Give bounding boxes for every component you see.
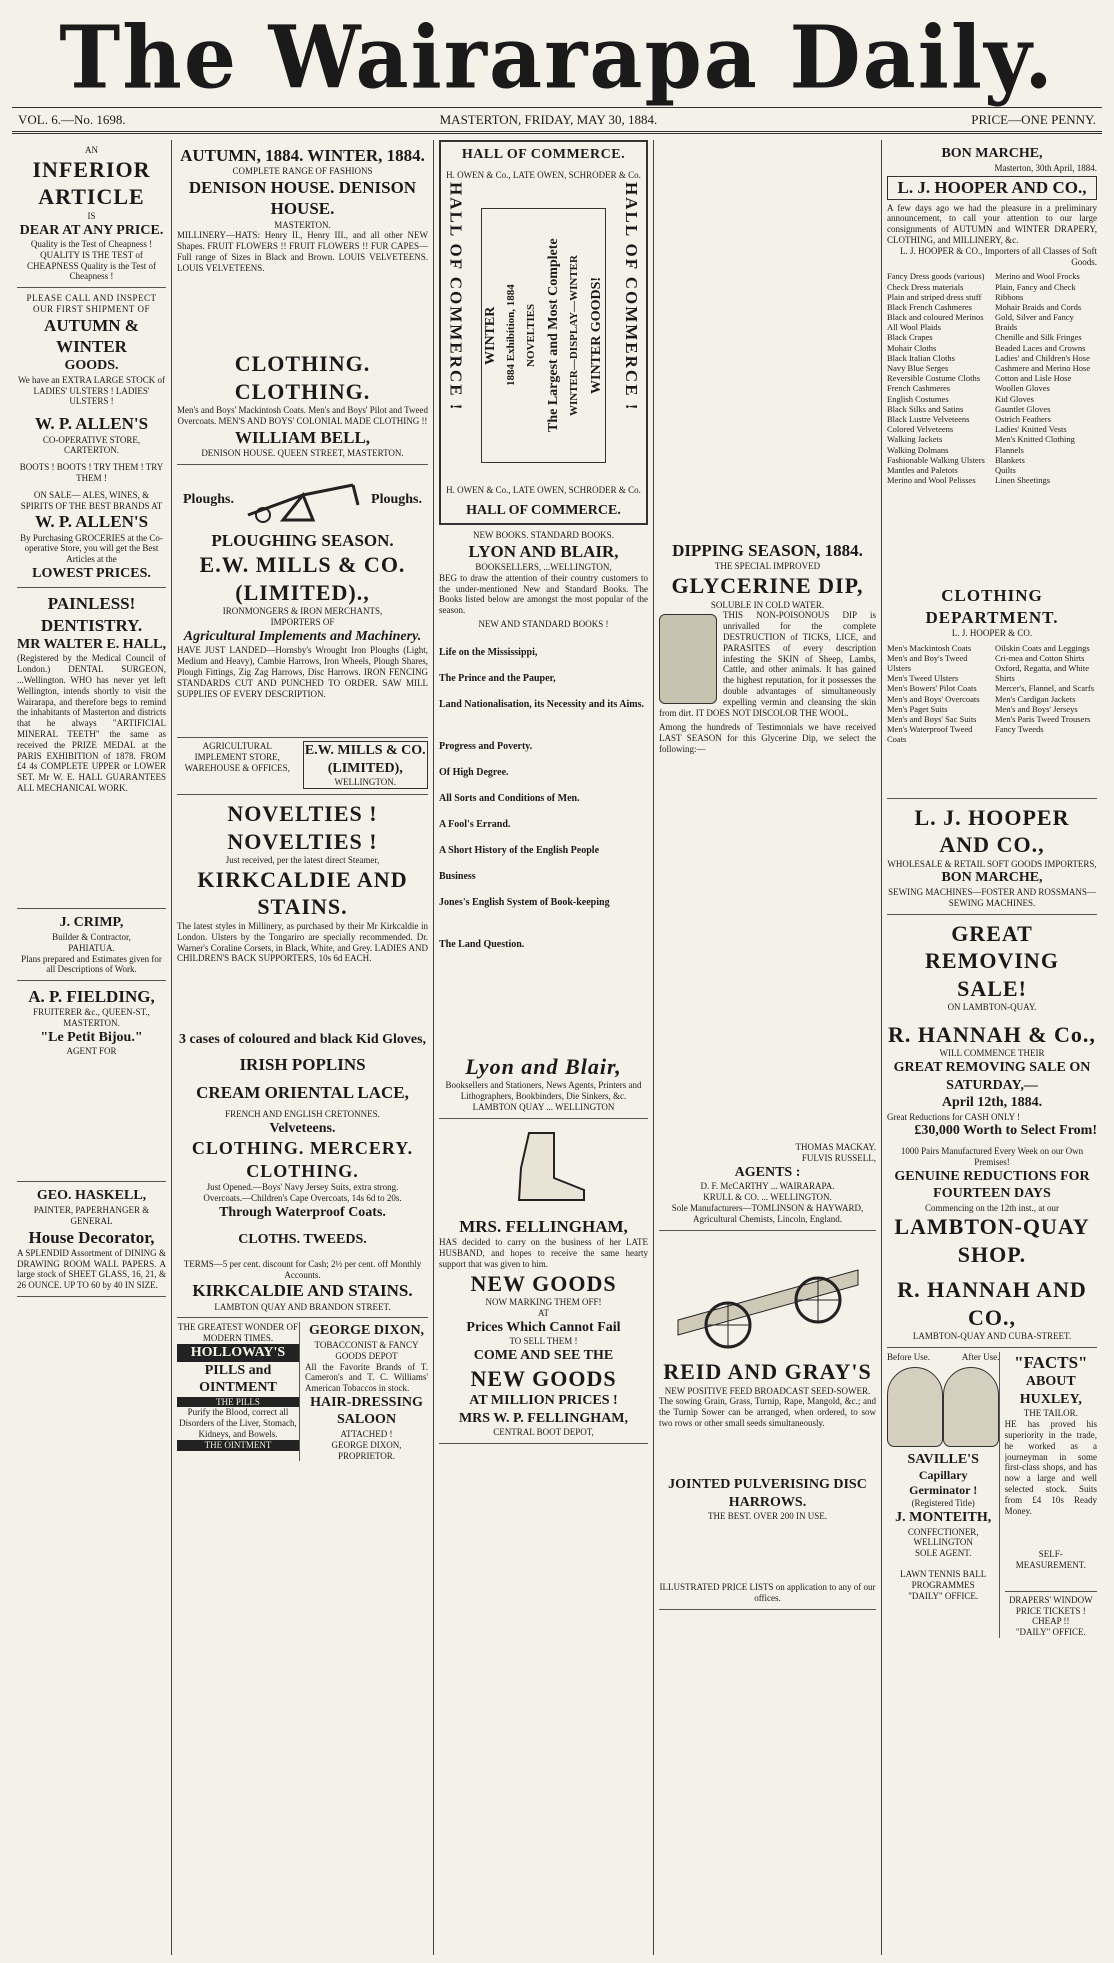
list-item: Black Crapes [887, 332, 933, 343]
list-item: Men's Waterproof Tweed Coats [887, 724, 973, 745]
ad-text: THE TAILOR. [1023, 1408, 1078, 1419]
list-item: Men's and Boys' Overcoats [887, 693, 980, 704]
ad-text: COMPLETE RANGE OF FASHIONS [232, 166, 373, 177]
ad-fielding [17, 981, 166, 1182]
ad-headline: "Le Petit Bijou." [40, 1029, 143, 1045]
list-item: Mohair Cloths [887, 342, 937, 353]
ad-text: TO SELL THEM ! [509, 1336, 578, 1347]
ad-text: TERMS—5 per cent. discount for Cash; 2½ per cent. off Monthly Accounts. [183, 1258, 422, 1280]
ad-text: "DAILY" OFFICE. [908, 1590, 979, 1601]
list-item: Black Lustre Velveteens [887, 413, 970, 424]
ad-text: Masterton, 30th April, 1884. [994, 162, 1097, 173]
ad-mills-ploughs [177, 465, 428, 795]
ad-huxley-tailor [1005, 1352, 1097, 1638]
ad-body: Purify the Blood, correct all Disorders of the Liver, Stomach, Kidneys, and Bowels. [179, 1407, 297, 1439]
ad-text: LAMBTON QUAY ... WELLINGTON [472, 1101, 615, 1112]
list-item: Black and coloured Merinos [887, 312, 984, 323]
ad-headline: PILLS and OINTMENT [199, 1362, 277, 1396]
ad-headline: HAIR-DRESSING SALOON [310, 1394, 423, 1428]
ad-text: Great Reductions for CASH ONLY ! [887, 1111, 1020, 1122]
book-title: All Sorts and Conditions of Men. [439, 792, 580, 804]
book-title: Jones's English System of Book-keeping [439, 896, 610, 908]
column-2 [172, 140, 434, 1955]
list-item: Men's and Boys' Sac Suits [887, 713, 977, 724]
ad-dentist [17, 588, 166, 909]
ad-text: H. OWEN & Co., LATE OWEN, SCHRODER & Co. [446, 169, 641, 180]
ad-text: GOODS. [64, 358, 119, 374]
boot-icon [499, 1128, 589, 1208]
ad-headline: REID AND GRAY'S [663, 1359, 872, 1385]
hall-footer [441, 485, 646, 519]
ad-headline: AUTUMN, 1884. WINTER, 1884. [180, 146, 425, 165]
list-item: Gauntlet Gloves [995, 403, 1051, 414]
ad-headline: HOLLOWAY'S [177, 1344, 299, 1362]
ad-body: Among the hundreds of Testimonials we have received LAST SEASON for this Glycerine Dip, we select the following:— [659, 722, 876, 754]
list-item: Cotton and Lisle Hose [995, 373, 1072, 384]
ad-headline: Lyon and Blair, [465, 1053, 622, 1079]
ad-headline: "FACTS" [1014, 1353, 1088, 1373]
ad-headline: J. MONTEITH, [895, 1510, 992, 1526]
list-item: Men's and Boy's Tweed Ulsters [887, 652, 968, 673]
ad-text: WILL COMMENCE THEIR [939, 1048, 1045, 1059]
ad-text: Before Use. [887, 1352, 930, 1363]
ad-text: THE GREATEST WONDER OF MODERN TIMES. [178, 1322, 298, 1344]
list-item: Kid Gloves [995, 393, 1034, 404]
ad-headline: WILLIAM BELL, [234, 427, 371, 447]
ad-text: AT [538, 1308, 549, 1319]
list-item: Merino and Wool Pelisses [887, 475, 976, 486]
ad-text: MASTERTON. [274, 219, 331, 230]
ad-text: After Use. [961, 1352, 1000, 1363]
ad-headline: E.W. MILLS & CO. (LIMITED), [304, 743, 426, 776]
book-title: Of High Degree. [439, 766, 509, 778]
ad-text: PAHIATUA. [68, 942, 115, 953]
ad-headline: NEW GOODS [470, 1270, 617, 1296]
ad-text: NEW BOOKS. STANDARD BOOKS. [473, 530, 614, 540]
ad-text: KRULL & CO. ... WELLINGTON. [703, 1192, 832, 1203]
list-item: Men's Paget Suits [887, 703, 948, 714]
ad-text: D. F. McCARTHY ... WAIRARAPA. [700, 1181, 835, 1192]
book-title: The Prince and the Pauper, [439, 672, 556, 684]
ad-headline: NEW GOODS [470, 1365, 617, 1391]
ad-inferior-article [17, 140, 166, 288]
list-item: Men's Paris Tweed Trousers [995, 713, 1091, 724]
ad-headline: £30,000 Worth to Select From! [914, 1123, 1097, 1139]
ad-body: Plans prepared and Estimates given for all Descriptions of Work. [21, 953, 162, 975]
ad-headline: Capillary Germinator ! [909, 1468, 978, 1498]
ad-text: LAWN TENNIS BALL PROGRAMMES [900, 1569, 987, 1590]
list-item: Men's Cardigan Jackets [995, 693, 1076, 704]
ad-headline: BON MARCHE, [941, 146, 1043, 161]
ad-headline: CLOTHS. TWEEDS. [238, 1232, 367, 1248]
ad-crimp [17, 909, 166, 981]
ad-headline: GLYCERINE DIP, [671, 573, 864, 599]
ad-headline: MR WALTER E. HALL, [17, 636, 166, 652]
ad-headline: DENISON HOUSE. DENISON HOUSE. [188, 178, 417, 219]
ad-headline: CLOTHING. CLOTHING. [234, 351, 371, 404]
ad-headline: GEORGE DIXON, [308, 1323, 425, 1339]
ad-headline: AT MILLION PRICES ! [469, 1393, 618, 1409]
list-item: Woollen Gloves [995, 383, 1050, 394]
ad-text: SELF-MEASUREMENT. [1015, 1549, 1086, 1570]
ad-text: L. J. HOOPER & CO., Importers of all Classes of Soft Goods. [900, 245, 1097, 267]
ad-headline: E.W. MILLS & CO. (LIMITED)., [199, 552, 406, 605]
ad-text: FRENCH AND ENGLISH CRETONNES. [225, 1108, 380, 1119]
ad-headline: INFERIOR [32, 156, 151, 182]
dateline-bar [12, 108, 1102, 134]
list-item: Oilskin Coats and Leggings [995, 642, 1090, 653]
ad-text: TOBACCONIST & FANCY GOODS DEPOT [314, 1339, 419, 1361]
ad-text: Just received, per the latest direct Steamer, [225, 855, 380, 866]
ad-body: The latest styles in Millinery, as purchased by their Mr Kirkcaldie in London. Ulsters by the Tongariro are specially recommended. Dr. Warner's Coraline Corsets, in Black, White, and Grey. LADIES AND CHILDREN'S BACK SUPPORTERS, 10s 6d EACH. [177, 920, 428, 964]
ad-headline: AUTUMN & WINTER [44, 315, 139, 357]
ad-body: A few days ago we had the pleasure in a preliminary announcement, to call your attention to our large consignments of AUTUMN and WINTER DRAPERY, CLOTHING, and MILLINERY, &c. [887, 202, 1097, 245]
ad-text: Builder & Contractor, [52, 931, 131, 942]
ad-text: NOW MARKING THEM OFF! [485, 1297, 602, 1308]
volume-number: VOL. 6.—No. 1698. [18, 111, 126, 127]
ad-text: NEW POSITIVE FEED BROADCAST SEED-SOWER. [664, 1385, 871, 1396]
ad-text: H. OWEN & Co., LATE OWEN, SCHRODER & Co. [446, 484, 641, 495]
ad-headline: GENUINE REDUCTIONS FOR FOURTEEN DAYS [894, 1168, 1090, 1201]
ad-text: Ploughs. [183, 492, 234, 508]
ad-text: IMPORTERS OF [270, 617, 335, 628]
ad-headline: IRISH POPLINS [239, 1055, 366, 1075]
masthead [12, 8, 1102, 108]
ad-headline: W. P. ALLEN'S [34, 414, 149, 434]
ad-vertical-text: 1884 Exhibition, 1884 [505, 284, 518, 387]
ad-headline: PAINLESS! DENTISTRY. [40, 594, 143, 635]
ad-text: THOMAS MACKAY. [795, 1142, 876, 1153]
ad-body: Men's and Boys' Mackintosh Coats. Men's and Boys' Pilot and Tweed Overcoats. MEN'S AND BOYS' COLONIAL MADE CLOTHING !! [177, 405, 428, 427]
ad-text: By Purchasing GROCERIES at the Co-operative Store, you will get the Best Articles at the [20, 532, 163, 565]
list-item: Ladies' Knitted Vests [995, 424, 1067, 435]
book-list [439, 633, 648, 1053]
list-item: Linen Sheetings [995, 475, 1051, 486]
ad-text: ATTACHED ! [340, 1428, 393, 1439]
ad-text: Commencing on the 12th inst., at our [925, 1202, 1059, 1213]
ad-text: THE SPECIAL IMPROVED [714, 561, 821, 572]
ad-text: GEORGE DIXON, PROPRIETOR. [331, 1439, 402, 1461]
ad-headline: 3 cases of coloured and black Kid Gloves, [178, 1031, 427, 1047]
ad-text: SEWING MACHINES—FOSTER AND ROSSMANS—SEWING MACHINES. [888, 886, 1096, 908]
column-3 [434, 140, 654, 1955]
ad-vertical-text: WINTER GOODS! [588, 276, 604, 395]
list-item: Men's Knitted Clothing [995, 434, 1075, 445]
ad-holloway [177, 1322, 300, 1461]
list-item: Navy Blue Serges [887, 363, 949, 374]
ad-body: All the Favorite Brands of T. Cameron's and T. C. Williams' American Tobaccos in stock. [305, 1361, 428, 1394]
ad-body: MILLINERY—HATS: Henry II., Henry III., and all other NEW Shapes. FRUIT FLOWERS !! FRUIT FLOWERS !! FUR CAPES—Full range of Sizes in Black and Brown. LOUIS VELVETEENS. LOUIS VELVETEENS. [177, 230, 428, 273]
ad-body: A SPLENDID Assortment of DINING & DRAWING ROOM WALL PAPERS. A large stock of SHEET GLASS, 16, 21, & 26 OUNCE. UP TO 60 by 40 IN SIZE. [17, 1247, 166, 1291]
ad-text: AN [85, 145, 98, 155]
ad-saville [887, 1352, 1000, 1638]
list-item: Reversible Costume Cloths [887, 373, 981, 384]
plough-illustration [177, 470, 428, 530]
columns [12, 140, 1102, 1955]
list-item: Walking Jackets [887, 434, 943, 445]
ad-text: DENISON HOUSE. QUEEN STREET, MASTERTON. [201, 448, 404, 459]
ad-text: Ploughs. [371, 492, 422, 508]
ad-body: HE has proved his superiority in the trade, he worked as a journeyman in some first-class shops, and has now a large and well selected stock. Suits from £4 10s Ready Money. [1004, 1419, 1097, 1516]
ad-text: FRUITERER &c., QUEEN-ST., MASTERTON. [33, 1007, 150, 1029]
list-item: Men's Mackintosh Coats [887, 642, 972, 653]
ad-text: ON SALE— ALES, WINES, & SPIRITS OF THE BEST BRANDS AT [20, 489, 163, 511]
ad-vertical-text: HALL OF COMMERCE ! [622, 182, 641, 412]
ad-headline: GREAT REMOVING SALE! [925, 920, 1059, 1001]
column-5 [882, 140, 1102, 1955]
column-4 [654, 140, 882, 1955]
ad-headline: Through Waterproof Coats. [219, 1204, 386, 1220]
list-item: Mantles and Paletots [887, 464, 958, 475]
ad-text: (Registered Title) [911, 1498, 975, 1509]
ad-text: THE BEST. OVER 200 IN USE. [707, 1511, 828, 1522]
ad-hall-of-commerce [439, 140, 648, 525]
list-item: French Cashmeres [887, 383, 951, 394]
column-1 [12, 140, 172, 1955]
ad-body: THIS NON-POISONOUS DIP is unrivalled for the complete DESTRUCTION of TICKS, LICE, and PARASITES of every description infesting the SKIN of Sheep, Lambs, Cattle, and other animals. It has gained the highest reputation, for it possesses the double advantages of simultaneously expelling vermin and cleansing the skin from dirt. IT DOES NOT DISCOLOR THE WOOL. [659, 610, 876, 718]
ad-text: ILLUSTRATED PRICE LISTS on application to any of our offices. [659, 1582, 876, 1603]
list-item: Merino and Wool Frocks [995, 271, 1080, 282]
ad-headline: R. HANNAH AND CO., [897, 1277, 1087, 1330]
ad-vertical-text: WINTER—DISPLAY—WINTER [568, 255, 581, 416]
list-item: Men's Tweed Ulsters [887, 673, 959, 684]
ad-text: WELLINGTON. [334, 777, 397, 788]
ad-headline: A. P. FIELDING, [28, 987, 155, 1007]
ad-headline: NOVELTIES ! NOVELTIES ! [227, 801, 378, 854]
book-title: Life on the Mississippi, [439, 646, 538, 658]
list-item: Beaded Laces and Crowns [995, 342, 1086, 353]
publication-date: MASTERTON, FRIDAY, MAY 30, 1884. [439, 111, 658, 127]
ad-headline: LAMBTON-QUAY SHOP. [894, 1214, 1090, 1267]
ad-headline: R. HANNAH & Co., [888, 1021, 1096, 1047]
list-item: Fashionable Walking Ulsters [887, 454, 985, 465]
ad-headline: House Decorator, [28, 1227, 155, 1247]
clothing-list [887, 643, 1097, 793]
list-item: Black Italian Cloths [887, 352, 955, 363]
ad-vertical-text: NOVELTIES [524, 303, 537, 368]
list-item: Black French Cashmeres [887, 301, 972, 312]
ad-text: SOLE AGENT. [915, 1548, 972, 1559]
ad-text: 1000 Pairs Manufactured Every Week on our Own Premises! [900, 1145, 1084, 1167]
ad-hannah-removing-sale [887, 915, 1097, 1349]
ad-body: HAVE JUST LANDED—Hornsby's Wrought Iron Ploughs (Light, Medium and Heavy), Cambie Harrows, Iron Wheels, Plough Shares, Plough Fittings, Zig Zag Harrows, Disc Harrows. IRON FENCING STANDARDS CUT AND PUNCHED TO ORDER. SAW MILL SUPPLIES OF EVERY DESCRIPTION. [177, 645, 428, 699]
list-item: Plain and striped dress stuff [887, 291, 982, 302]
ad-headline: COME AND SEE THE [473, 1348, 614, 1364]
ad-headline: J. CRIMP, [59, 915, 124, 931]
book-title: A Fool's Errand. [439, 818, 511, 830]
ad-text: NEW AND STANDARD BOOKS ! [478, 619, 609, 630]
list-item: Ostrich Feathers [995, 413, 1051, 424]
ad-headline: Velveteens. [269, 1120, 336, 1136]
ad-lyon-blair [439, 525, 648, 1119]
ad-text: Overcoats.—Children's Cape Overcoats, 14s 6d to 20s. [203, 1193, 402, 1204]
list-item: Oxford, Regatta, and White Shirts [995, 663, 1090, 684]
ad-haskell [17, 1182, 166, 1297]
ad-vertical-text: WINTER [482, 306, 498, 365]
book-title: A Short History of the English People [439, 844, 600, 856]
book-title: Land Nationalisation, its Necessity and its Aims. [439, 698, 645, 710]
ad-headline: April 12th, 1884. [941, 1095, 1043, 1111]
ad-headline: AGENTS : [734, 1164, 801, 1180]
ad-headline: MRS. FELLINGHAM, [459, 1217, 628, 1237]
ad-headline: LYON AND BLAIR, [468, 541, 619, 561]
list-item: Mercer's, Flannel, and Scarfs [995, 683, 1095, 694]
ad-headline: PLOUGHING SEASON. [211, 530, 394, 550]
list-item: Flannels [995, 444, 1024, 455]
ad-fellingham [439, 1119, 648, 1444]
ad-text: Just Opened.—Boys' Navy Jersey Suits, extra strong. [206, 1182, 399, 1193]
ad-headline: Prices Which Cannot Fail [466, 1319, 621, 1335]
ad-hooper-wholesale [887, 799, 1097, 915]
ad-headline: L. J. HOOPER AND CO., [887, 176, 1097, 199]
goods-list [887, 271, 1097, 581]
list-item: Plain, Fancy and Check Ribbons [995, 281, 1076, 302]
ad-text: WAREHOUSE & OFFICES, [184, 762, 290, 773]
portrait-after [943, 1367, 999, 1447]
ad-headline: LOWEST PRICES. [32, 565, 151, 581]
ad-text: IRONMONGERS & IRON MERCHANTS, [222, 606, 383, 617]
ad-text: SOLUBLE IN COLD WATER. [710, 599, 825, 610]
ad-headline: ABOUT HUXLEY, [1019, 1374, 1082, 1407]
ad-headline: Agricultural Implements and Machinery. [183, 628, 422, 644]
ad-text: Booksellers and Stationers, News Agents, Printers and Lithographers, Bookbinders, Die Sinkers, &c. [445, 1080, 642, 1102]
ad-headline: KIRKCALDIE AND STAINS. [192, 1281, 413, 1301]
ad-text: AGENT FOR [66, 1046, 117, 1057]
ad-reid-gray [659, 1231, 876, 1610]
list-item: Colored Velveteens [887, 424, 954, 435]
list-item: Chenille and Silk Fringes [995, 332, 1082, 343]
ad-allen-store [17, 288, 166, 588]
ad-headline: CREAM ORIENTAL LACE, [196, 1082, 409, 1102]
plough-icon [243, 475, 363, 525]
ad-headline: L. J. HOOPER AND CO., [914, 804, 1070, 858]
ad-headline: CLOTHING. MERCERY. CLOTHING. [191, 1138, 414, 1181]
ad-headline: HALL OF COMMERCE. [461, 147, 626, 162]
list-item: Cri-mea and Cotton Shirts [995, 652, 1085, 663]
list-item: Fancy Dress goods (various) [887, 271, 985, 282]
list-item: Black Silks and Satins [887, 403, 964, 414]
list-item: Quilts [995, 464, 1016, 475]
ad-text: BOOKSELLERS, ...WELLINGTON, [475, 562, 612, 573]
book-title: Business [439, 870, 476, 882]
ad-headline: GEO. HASKELL, [36, 1188, 147, 1204]
ad-text: DRAPERS' WINDOW PRICE TICKETS ! CHEAP !! [1005, 1591, 1097, 1627]
ad-text: CO-OPERATIVE STORE, CARTERTON. [42, 434, 141, 456]
price: PRICE—ONE PENNY. [971, 111, 1096, 127]
ad-body: Quality is the Test of Cheapness ! QUALITY IS THE TEST of CHEAPNESS Quality is the Test of Cheapness ! [27, 239, 156, 282]
masthead-title: The Wairarapa Daily. [59, 7, 1055, 109]
ad-vertical-text: The Largest and Most Complete [545, 238, 561, 433]
ad-headline: ARTICLE [38, 184, 145, 210]
list-item: Cashmere and Merino Hose [995, 363, 1091, 374]
ad-text: Sole Manufacturers—TOMLINSON & HAYWARD, Agricultural Chemists, Lincoln, England. [671, 1203, 864, 1224]
ad-body: (Registered by the Medical Council of London.) DENTAL SURGEON, ...Wellington. WHO has never yet left Wellington, intends shortly to visit the Wairarapa, and therefore begs to remind the inhabitants of Masterton and districts that he always "ARTIFICIAL MINERAL TEETH" the same as received the PRIZE MEDAL at the PARIS EXHIBITION of 1878. FROM £4 4s COMPLETE UPPER or LOWER SET. Mr W. E. HALL GUARANTEES ALL MECHANICAL WORK. [17, 653, 166, 793]
ad-body: HAS decided to carry on the business of her LATE HUSBAND, and hopes to receive the same hearty support that was given to him. [439, 1237, 648, 1270]
ad-text: LAMBTON-QUAY AND CUBA-STREET. [912, 1331, 1072, 1342]
list-item: Fancy Tweeds [995, 724, 1044, 735]
list-item: Men's Bowers' Pilot Coats [887, 683, 977, 694]
list-item: All Wool Plaids [887, 322, 941, 333]
ad-label: THE OINTMENT [177, 1440, 299, 1451]
ad-kirkcaldie-stains [177, 795, 428, 1318]
ad-vertical-text: HALL OF COMMERCE ! [446, 182, 466, 412]
list-item: Ladies' and Children's Hose [995, 352, 1090, 363]
ad-headline: JOINTED PULVERISING DISC HARROWS. [668, 1477, 867, 1510]
ad-headline: DIPPING SEASON, 1884. [672, 541, 863, 560]
ad-headline: GREAT REMOVING SALE ON SATURDAY,— [893, 1060, 1091, 1093]
ad-headline: KIRKCALDIE AND STAINS. [197, 866, 408, 920]
ad-text: CONFECTIONER, WELLINGTON [907, 1526, 979, 1548]
ad-headline: SAVILLE'S [907, 1451, 979, 1467]
list-item: Walking Dolmans [887, 444, 949, 455]
ad-headline: DEAR AT ANY PRICE. [19, 222, 164, 238]
ad-text: PLEASE CALL AND INSPECT OUR FIRST SHIPMENT OF [26, 293, 157, 315]
ad-text: AGRICULTURAL IMPLEMENT STORE, [194, 741, 280, 763]
ad-glycerine-dip [659, 535, 876, 1231]
ad-text: BOOTS ! BOOTS ! TRY THEM ! TRY THEM ! [19, 462, 164, 483]
dip-tin-illustration [659, 614, 717, 704]
exhibition-box [481, 208, 606, 463]
list-item: English Costumes [887, 393, 949, 404]
ad-body: BEG to draw the attention of their country customers to the under-mentioned New and Standard Books. The Books listed below are amongst the most popular of the season. [439, 572, 648, 616]
list-item: Men's and Boys' Jerseys [995, 703, 1078, 714]
ad-text: FULVIS RUSSELL, [801, 1153, 876, 1164]
ad-george-dixon [305, 1322, 428, 1461]
ad-text: IS [87, 210, 96, 221]
ad-body: The sowing Grain, Grass, Turnip, Rape, Mangold, &c.; and the Turnip Sower can be arranged, when ordered, to sow two rows or other small seeds simultaneously. [659, 1396, 876, 1428]
ad-headline: W. P. ALLEN'S [34, 512, 149, 532]
ad-headline: HALL OF COMMERCE. [466, 502, 621, 518]
ad-text: LAMBTON QUAY AND BRANDON STREET. [214, 1301, 391, 1312]
ad-headline: MRS W. P. FELLINGHAM, [458, 1410, 629, 1426]
ad-text: CENTRAL BOOT DEPOT, [493, 1427, 594, 1438]
ad-denison-house [177, 140, 428, 465]
ad-text: WHOLESALE & RETAIL SOFT GOODS IMPORTERS, [887, 858, 1097, 869]
ad-headline: BON MARCHE, [941, 870, 1043, 886]
book-title: The Land Question. [439, 938, 525, 950]
book-title: Progress and Poverty. [439, 740, 533, 752]
seed-sower-icon [668, 1240, 868, 1350]
ad-body: We have an EXTRA LARGE STOCK of LADIES' ULSTERS ! LADIES' ULSTERS ! [17, 374, 166, 407]
ad-headline: CLOTHING DEPARTMENT. [925, 586, 1059, 627]
list-item: Mohair Braids and Cords [995, 301, 1082, 312]
list-item: Check Dress materials [887, 281, 964, 292]
portrait-before [887, 1367, 943, 1447]
ad-label: THE PILLS [177, 1397, 299, 1408]
ad-text: PAINTER, PAPERHANGER & GENERAL [33, 1204, 150, 1226]
ad-hooper-bon-marche [887, 140, 1097, 799]
ad-text: "DAILY" OFFICE. [1015, 1627, 1086, 1638]
list-item: Blankets [995, 454, 1025, 465]
ad-text: ON LAMBTON-QUAY. [947, 1002, 1037, 1013]
ad-text: L. J. HOOPER & CO. [951, 627, 1033, 638]
list-item: Gold, Silver and Fancy Braids [995, 312, 1074, 333]
